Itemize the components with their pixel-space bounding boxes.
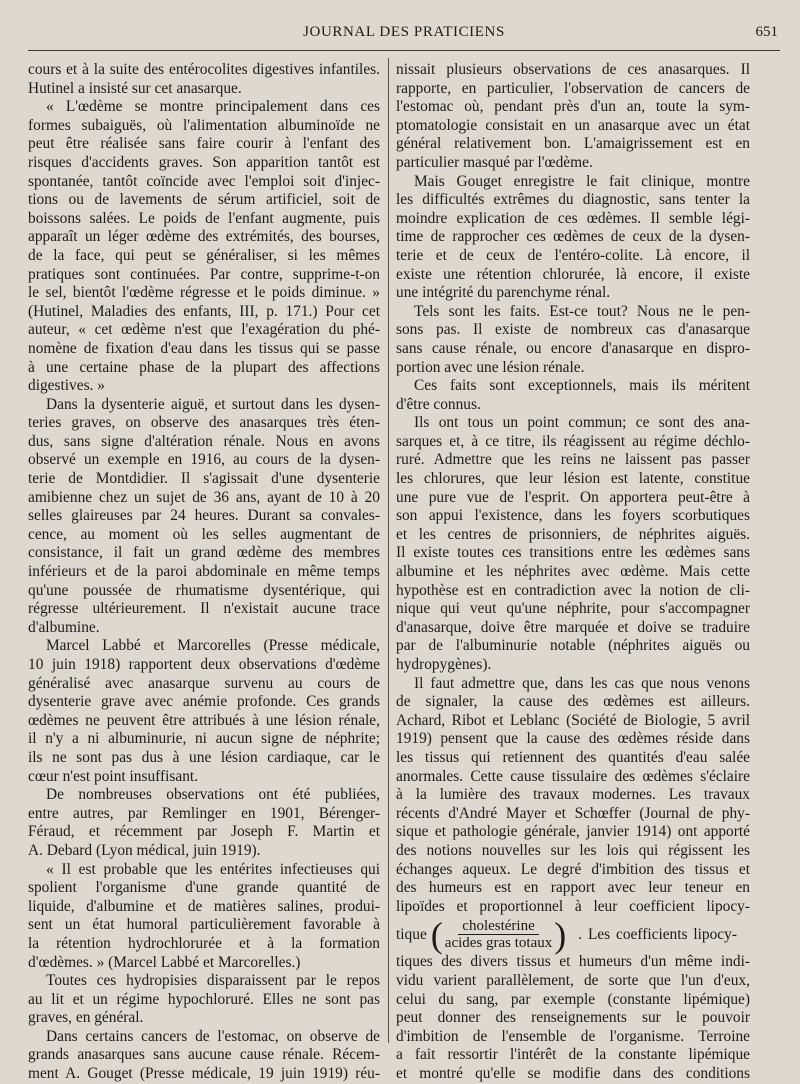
text-line: sans cause rénale, ou encore d'anasarque en dispro- xyxy=(396,339,750,357)
column-divider xyxy=(388,58,389,1043)
text-line: général relativement bon. L'amaigrissement est en xyxy=(396,135,750,153)
text-line: spolient l'organisme d'une grande quantité de xyxy=(28,879,380,897)
text-line: A. Debard (Lyon médical, juin 1919). xyxy=(28,841,261,859)
text-line: à la lumière des travaux modernes. Les travaux xyxy=(396,786,750,804)
left-parenthesis: ( xyxy=(430,914,443,955)
text-line: Il faut admettre que, dans les cas que nous venons xyxy=(414,674,750,692)
text-line: liquide, d'albumine et de matières salines, produi- xyxy=(28,897,380,915)
header-rule xyxy=(28,50,780,51)
text-line: d'œdèmes. » (Marcel Labbé et Marcorelles.) xyxy=(28,953,301,971)
text-line: ils ne sont pas dus à une lésion cardiaque, car le xyxy=(28,748,380,766)
text-line: albumine et les néphrites avec œdème. Mais cette xyxy=(396,563,750,581)
text-line: terie et de ceux de l'entéro-colite. Là encore, il xyxy=(396,246,750,264)
text-line: échanges aqueux. Le degré d'imbition des tissus et xyxy=(396,860,750,878)
text-line: « Il est probable que les entérites infectieuses qui xyxy=(46,860,380,878)
text-line: particulier masqué par l'œdème. xyxy=(396,153,593,171)
text-line: cence, au moment où les selles augmentant de xyxy=(28,525,380,543)
text-line: graves, en général. xyxy=(28,1009,144,1027)
text-line: ment A. Gouget (Presse médicale, 19 juin 1919) réu- xyxy=(28,1065,380,1083)
text-line: digestives. » xyxy=(28,377,105,395)
text-line: existe une rétention chlorurée, là encore, il existe xyxy=(396,265,750,283)
text-line: ruré. Admettre que les reins ne laissent pas passer xyxy=(396,451,750,469)
text-line: Achard, Ribot et Leblanc (Société de Biologie, 5 avril xyxy=(396,711,750,729)
text-line: Dans la dysenterie aiguë, et surtout dans les dysen- xyxy=(46,395,380,413)
text-line: time de rapprocher ces œdèmes de ceux de la dysen- xyxy=(396,228,750,246)
text-line: des notions nouvelles sur les lois qui régissent les xyxy=(396,841,750,859)
text-line: pratiques sont continuées. Par contre, supprime-t-on xyxy=(28,265,380,283)
text-line: teries graves, on observe des anasarques très éten- xyxy=(28,414,380,432)
text-line: à une certaine phase de la plupart des affections xyxy=(28,358,380,376)
text-line: tiques des divers tissus et humeurs d'un même indi- xyxy=(396,953,750,971)
text-line: hypothèse est en contradiction avec la notion de cli- xyxy=(396,581,750,599)
text-line: des humeurs est en rapport avec leur teneur en xyxy=(396,879,750,897)
text-line: dysenterie grave avec anémie profonde. Ces grands xyxy=(28,693,380,711)
text-line: qu'une poussée de rhumatisme dysentérique, qui xyxy=(28,581,380,599)
text-line: terie de Montdidier. Il s'agissait d'une dysenterie xyxy=(28,470,380,488)
text-line: d'imbition de l'ensemble de l'organisme. Terroine xyxy=(396,1027,750,1045)
text-line: de la face, qui peut se généraliser, si les mêmes xyxy=(28,246,380,264)
text-line: consistance, il fait un grand œdème des membres xyxy=(28,544,380,562)
text-line: (Hutinel, Maladies des enfants, III, p. 171.) Pour cet xyxy=(28,302,380,320)
text-line: nique qui veut qu'une néphrite, pour s'accompagner xyxy=(396,600,750,618)
text-line: cœur n'est point insuffisant. xyxy=(28,767,199,785)
lipocytic-coefficient-formula xyxy=(396,916,750,953)
text-line: œdèmes ne peuvent être attribués à une lésion rénale, xyxy=(28,711,380,729)
text-line: portion avec une lésion rénale. xyxy=(396,358,585,376)
text-line: Marcel Labbé et Marcorelles (Presse médicale, xyxy=(46,637,380,655)
text-line: auteur, « cet œdème n'est que l'exagération du phé- xyxy=(28,321,380,339)
text-line: sarques et, à ce titre, ils réagissent au régime déchlo- xyxy=(396,432,750,450)
text-line: ptomatologie consistait en un anasarque avec un état xyxy=(396,116,750,134)
text-line: Hutinel a insisté sur cet anasarque. xyxy=(28,79,242,97)
text-line: de signaler, la cause des œdèmes est ailleurs. xyxy=(396,693,750,711)
page-header xyxy=(28,24,780,46)
fraction-denominator: acides gras totaux xyxy=(444,935,553,952)
formula-prefix: tique xyxy=(396,925,427,943)
formula-suffix: . Les coefficients lipocy- xyxy=(578,925,737,943)
text-line: d'albumine. xyxy=(28,618,100,636)
text-line: moindre explication de ces œdèmes. Il semble légi- xyxy=(396,209,750,227)
text-line: d'être connus. xyxy=(396,395,481,413)
text-line: son appui l'existence, dans les foyers scorbutiques xyxy=(396,507,750,525)
text-line: cours et à la suite des entérocolites digestives infantiles. xyxy=(28,61,380,78)
text-line: lipoïdes et proportionnel à leur coefficient lipocy- xyxy=(396,897,750,915)
text-line: Dans certains cancers de l'estomac, on observe de xyxy=(46,1027,380,1045)
page-number: 651 xyxy=(755,24,778,40)
fraction xyxy=(443,918,554,951)
text-line: hydropygènes). xyxy=(396,656,492,673)
text-line: Toutes ces hydropisies disparaissent par le repos xyxy=(46,972,380,990)
text-line: sique et pathologie générale, janvier 1914) ont apporté xyxy=(396,823,750,841)
text-line: Il existe toutes ces transitions entre les œdèmes sans xyxy=(396,544,750,562)
text-line: peut donner des renseignements sur le pouvoir xyxy=(396,1009,750,1027)
text-line: « L'œdème se montre principalement dans ces xyxy=(46,98,380,116)
text-line: les difficultés extrêmes du diagnostic, sans tenter la xyxy=(396,191,750,209)
text-line: Féraud, et récemment par Joseph F. Martin et xyxy=(28,823,380,841)
text-line: Ils ont tous un point commun; ce sont des ana- xyxy=(414,414,750,432)
text-line: rapporte, en particulier, l'observation de cancers de xyxy=(396,79,750,97)
text-line: la rétention hydrochlorurée et à la formation xyxy=(28,934,380,952)
text-line: sent un état humoral particulièrement favorable à xyxy=(28,916,380,934)
right-parenthesis: ) xyxy=(554,914,567,955)
text-line: De nombreuses observations ont été publiées, xyxy=(46,786,380,804)
text-line: les chlorures, que leur lésion est latente, constitue xyxy=(396,470,750,488)
text-line: Mais Gouget enregistre le fait clinique, montre xyxy=(414,172,750,190)
text-line: nissait plusieurs observations de ces anasarques. Il xyxy=(396,61,750,78)
text-line: tions ou de lavements de sérum artificiel, soit de xyxy=(28,191,380,209)
text-line: une intégrité du parenchyme rénal. xyxy=(396,284,611,302)
text-line: 10 juin 1918) rapportent deux observations d'œdème xyxy=(28,656,380,673)
left-column xyxy=(28,61,380,1084)
text-line: boissons salées. Le poids de l'enfant augmente, puis xyxy=(28,209,380,227)
text-line: d'anasarque, doive être marquée et doive se traduire xyxy=(396,618,750,636)
text-line: nomène de fixation d'eau dans les tissus qui se passe xyxy=(28,339,380,357)
text-line: récents d'André Mayer et Schœffer (Journal de phy- xyxy=(396,804,750,822)
text-line: observé un exemple en 1916, au cours de la dysen- xyxy=(28,451,380,469)
text-line: par de l'albuminurie notable (néphrites aiguës ou xyxy=(396,637,750,655)
text-line: vidu varient parallèlement, de sorte que l'un d'eux, xyxy=(396,971,750,989)
text-line: spontanée, tantôt coïncide avec l'emploi soit d'injec- xyxy=(28,172,380,190)
text-line: et montré qu'elle se modifie dans des conditions xyxy=(396,1064,750,1082)
text-line: Tels sont les faits. Est-ce tout? Nous ne le pen- xyxy=(414,302,750,320)
text-line: sons pas. Il existe de nombreux cas d'anasarque xyxy=(396,321,750,339)
text-line: celui du sang, par exemple (constante lipémique) xyxy=(396,990,750,1008)
text-line: formes subaiguës, où l'alimentation albuminoïde ne xyxy=(28,116,380,134)
journal-title: JOURNAL DES PRATICIENS xyxy=(303,24,505,40)
text-line: une pure vue de l'esprit. On apportera peut-être à xyxy=(396,488,750,506)
text-line: les tissus qui retiennent des quantités d'eau salée xyxy=(396,748,750,766)
text-line: Ces faits sont exceptionnels, mais ils méritent xyxy=(414,377,750,395)
text-line: apparaît un léger œdème des extrémités, des bourses, xyxy=(28,228,380,246)
text-line: le sel, bientôt l'œdème régresse et le poids diminue. » xyxy=(28,284,380,302)
text-line: et les centres de prisonniers, de néphrites aiguës. xyxy=(396,525,750,543)
right-column-top-text xyxy=(396,61,750,916)
fraction-numerator: cholestérine xyxy=(458,918,538,935)
text-line: peut être réalisée sans faire courir à l'enfant des xyxy=(28,135,380,153)
text-line: l'estomac où, pendant près d'un an, toute la sym- xyxy=(396,98,750,116)
text-line: entre autres, par Remlinger en 1901, Bérenger- xyxy=(28,804,380,822)
text-line: a fait ressortir l'intérêt de la constante lipémique xyxy=(396,1046,750,1064)
text-line: dus, sans signe d'altération rénale. Nous en avons xyxy=(28,432,380,450)
text-line: régresse ultérieurement. Il n'existait aucune trace xyxy=(28,600,380,618)
right-column xyxy=(396,61,750,1083)
text-line: anormales. Cette cause tissulaire des œdèmes s'éclaire xyxy=(396,767,750,785)
text-line: amibienne chez un sujet de 36 ans, ayant de 10 à 20 xyxy=(28,488,380,506)
text-line: inférieurs et de la paroi abdominale en même temps xyxy=(28,563,380,581)
text-line: selles glaireuses par 24 heures. Durant sa convales- xyxy=(28,507,380,525)
text-line: 1919) pensent que la cause des œdèmes réside dans xyxy=(396,730,750,748)
text-line: risques d'accidents graves. Son apparition tantôt est xyxy=(28,153,380,171)
right-column-bottom-text xyxy=(396,953,750,1083)
text-line: au lit et un régime hypochloruré. Elles ne sont pas xyxy=(28,990,380,1008)
text-line: généralisé avec anasarque survenu au cours de xyxy=(28,674,380,692)
text-line: grands anasarques sans aucune cause rénale. Récem- xyxy=(28,1046,380,1064)
text-line: il n'y a ni albuminurie, ni aucun signe de néphrite; xyxy=(28,730,380,748)
